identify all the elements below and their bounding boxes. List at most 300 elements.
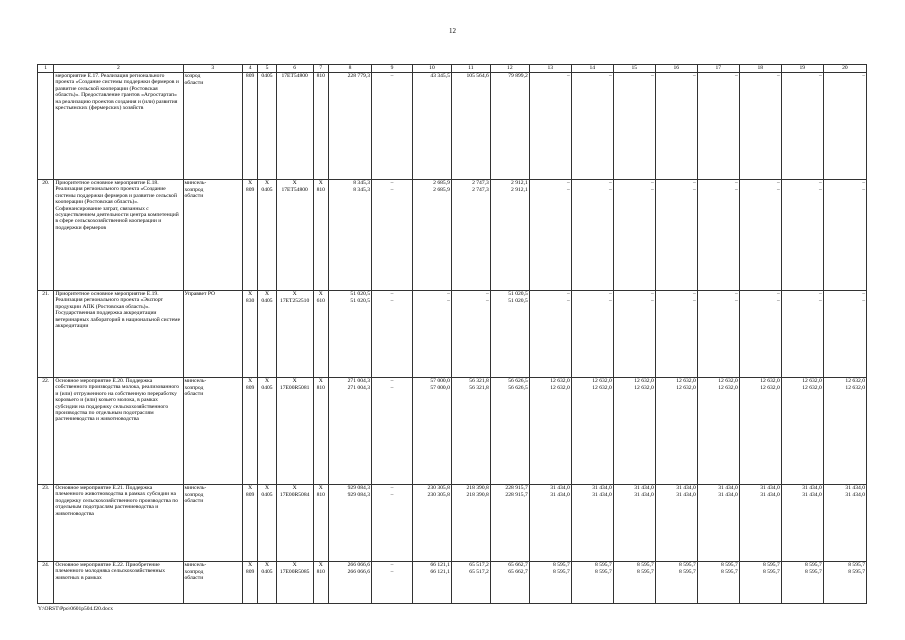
- value-line: 8 345,3: [353, 180, 370, 186]
- column-header: 13: [529, 65, 571, 73]
- value-line: –: [734, 186, 738, 193]
- value-cell: [451, 485, 490, 562]
- value-line: 12 632,0: [676, 378, 696, 384]
- value-line: Х: [264, 180, 270, 186]
- value-line: –: [734, 291, 738, 297]
- table-row: [38, 73, 867, 180]
- executor-cell: [183, 562, 242, 604]
- value-line: 12 632,0: [718, 384, 738, 391]
- value-line: 65 517,2: [469, 568, 489, 575]
- value-cell: [571, 562, 613, 604]
- value-line: 810: [316, 491, 325, 498]
- value-line: Х: [318, 485, 323, 491]
- value-line: –: [390, 485, 394, 491]
- value-line: 31 434,0: [760, 491, 780, 498]
- value-line: 929 084,3: [347, 491, 370, 498]
- table-row: [38, 180, 867, 291]
- value-line: –: [390, 491, 394, 498]
- value-cell: [571, 378, 613, 485]
- value-cell: [613, 485, 655, 562]
- value-line: –: [776, 180, 780, 186]
- value-line: 2 747,3: [472, 180, 489, 186]
- value-cell: [328, 378, 371, 485]
- value-cell: [276, 562, 313, 604]
- executor-line: области: [184, 498, 204, 505]
- value-line: 230 305,8: [427, 491, 450, 498]
- value-line: –: [776, 291, 780, 297]
- value-line: 12 632,0: [550, 384, 570, 391]
- value-line: 0405: [261, 568, 273, 575]
- executor-cell: [183, 485, 242, 562]
- value-cell: [371, 291, 412, 378]
- value-line: 56 626,5: [508, 378, 528, 384]
- value-line: –: [390, 186, 394, 193]
- column-header: 8: [328, 65, 371, 73]
- value-line: –: [862, 291, 865, 297]
- value-cell: [529, 73, 571, 180]
- value-line: –: [608, 180, 612, 186]
- value-line: 31 434,0: [845, 485, 865, 491]
- value-line: Х: [292, 485, 297, 491]
- value-line: 51 020,5: [508, 291, 528, 297]
- table-row: [38, 485, 867, 562]
- value-cell: [412, 73, 451, 180]
- value-line: 0405: [261, 384, 273, 391]
- executor-line: области: [184, 391, 204, 398]
- value-line: 266 066,6: [347, 568, 370, 575]
- value-line: –: [608, 186, 612, 193]
- value-line: 8 595,7: [595, 562, 612, 568]
- value-cell: [328, 73, 371, 180]
- value-line: 8 595,7: [848, 568, 865, 575]
- column-header: 14: [571, 65, 613, 73]
- value-cell: [258, 485, 276, 562]
- table-row: [38, 291, 867, 378]
- value-line: 12 632,0: [634, 384, 654, 391]
- row-number: 22.: [38, 378, 54, 485]
- value-cell: [412, 291, 451, 378]
- value-line: –: [486, 297, 489, 304]
- value-cell: [739, 378, 781, 485]
- value-cell: [655, 180, 697, 291]
- executor-line: области: [184, 575, 204, 582]
- value-line: 17Е00R5081: [279, 384, 310, 391]
- value-line: 12 632,0: [760, 384, 780, 391]
- value-cell: [412, 378, 451, 485]
- value-cell: [371, 180, 412, 291]
- executor-line: минсель-: [184, 180, 207, 186]
- value-cell: [823, 485, 866, 562]
- activity-name: Основное мероприятие Е.20. Поддержка собственного производства молока, реализованного и (или) отгруженного на собственную переработку коровьего и (или) козьего молока, в рамках субсидии на поддержку сельскохозяйственного производства по отдельным подотраслям растениеводства и животноводства: [54, 378, 183, 485]
- value-line: –: [862, 186, 865, 193]
- value-line: –: [692, 291, 696, 297]
- value-line: 105 564,6: [466, 73, 489, 79]
- value-line: 8 595,7: [848, 562, 865, 568]
- value-line: –: [390, 297, 394, 304]
- value-line: 218 390,8: [466, 491, 489, 498]
- value-line: 12 632,0: [802, 378, 822, 384]
- value-line: 51 020,5: [508, 297, 528, 304]
- column-header: 5: [258, 65, 276, 73]
- value-cell: [655, 562, 697, 604]
- value-line: 56 626,5: [508, 384, 528, 391]
- value-line: 810: [316, 568, 325, 575]
- value-cell: [276, 180, 313, 291]
- column-header: 3: [183, 65, 242, 73]
- value-line: Х: [292, 291, 297, 297]
- column-header: 4: [242, 65, 257, 73]
- value-cell: [313, 485, 328, 562]
- value-cell: [276, 291, 313, 378]
- value-line: Х: [264, 291, 270, 297]
- value-line: 809: [245, 568, 255, 575]
- value-cell: [490, 562, 529, 604]
- value-line: 31 434,0: [802, 491, 822, 498]
- value-line: –: [390, 291, 394, 297]
- value-line: 31 434,0: [760, 485, 780, 491]
- value-line: Х: [292, 180, 297, 186]
- value-line: 8 595,7: [679, 568, 696, 575]
- value-line: 56 321,8: [469, 384, 489, 391]
- value-line: –: [608, 291, 612, 297]
- executor-line: области: [184, 79, 204, 86]
- value-cell: [242, 291, 257, 378]
- value-line: 12 632,0: [718, 378, 738, 384]
- value-line: 8 595,7: [637, 568, 654, 575]
- row-number: 20.: [38, 180, 54, 291]
- value-line: –: [776, 73, 780, 79]
- value-line: 31 434,0: [634, 485, 654, 491]
- value-line: 66 121,1: [430, 562, 450, 568]
- value-cell: [655, 73, 697, 180]
- column-header: 10: [412, 65, 451, 73]
- value-cell: [529, 485, 571, 562]
- value-line: 12 632,0: [676, 384, 696, 391]
- value-cell: [242, 73, 257, 180]
- value-cell: [781, 73, 823, 180]
- value-line: –: [390, 384, 394, 391]
- value-line: –: [862, 180, 865, 186]
- value-cell: [529, 180, 571, 291]
- value-cell: [571, 485, 613, 562]
- executor-line: хозпрод: [184, 186, 204, 193]
- value-line: 0405: [261, 297, 273, 304]
- value-line: –: [608, 73, 612, 79]
- value-line: 65 517,2: [469, 562, 489, 568]
- value-cell: [242, 562, 257, 604]
- value-line: –: [776, 297, 780, 304]
- value-cell: [328, 562, 371, 604]
- value-cell: [739, 485, 781, 562]
- value-line: –: [486, 291, 489, 297]
- value-cell: [781, 180, 823, 291]
- value-cell: [781, 291, 823, 378]
- row-number: 24.: [38, 562, 54, 604]
- value-line: Х: [318, 180, 323, 186]
- value-line: Х: [264, 378, 270, 384]
- value-cell: [451, 180, 490, 291]
- budget-table: [37, 64, 867, 604]
- value-cell: [328, 180, 371, 291]
- value-cell: [697, 73, 739, 180]
- value-cell: [371, 73, 412, 180]
- value-line: 0405: [261, 491, 273, 498]
- value-line: –: [692, 73, 696, 79]
- value-line: 0405: [261, 186, 273, 193]
- value-cell: [697, 180, 739, 291]
- executor-cell: [183, 180, 242, 291]
- value-cell: [613, 291, 655, 378]
- value-cell: [258, 291, 276, 378]
- value-cell: [313, 378, 328, 485]
- value-line: 17ЕТ252510: [280, 297, 310, 304]
- value-cell: [739, 291, 781, 378]
- value-line: 66 121,1: [430, 568, 450, 575]
- value-line: 266 066,6: [347, 562, 370, 568]
- header-row: [38, 65, 867, 73]
- value-line: –: [818, 297, 822, 304]
- value-line: 12 632,0: [592, 384, 612, 391]
- value-line: 31 434,0: [718, 491, 738, 498]
- column-header: 9: [371, 65, 412, 73]
- value-line: 57 000,0: [430, 378, 450, 384]
- value-line: –: [650, 180, 654, 186]
- value-cell: [242, 485, 257, 562]
- value-line: –: [734, 297, 738, 304]
- activity-name: Основное мероприятие Е.22. Приобретение племенного молодняка сельскохозяйственных животных в рамках: [54, 562, 183, 604]
- value-cell: [451, 73, 490, 180]
- value-line: 230 305,8: [427, 485, 450, 491]
- value-line: –: [692, 180, 696, 186]
- activity-name: Приоритетное основное мероприятие Е.19. Реализация регионального проекта «Экспорт продукции АПК (Ростовская область)». Государственная поддержка аккредитации ветеринарных лабораторий в национальной системе аккредитации: [54, 291, 183, 378]
- value-line: 810: [316, 186, 325, 193]
- column-header: 17: [697, 65, 739, 73]
- value-cell: [613, 378, 655, 485]
- column-header: 11: [451, 65, 490, 73]
- value-line: 271 004,3: [347, 378, 370, 384]
- value-line: Х: [248, 378, 253, 384]
- value-line: –: [566, 297, 570, 304]
- executor-line: минсель-: [184, 378, 207, 384]
- value-line: 0405: [261, 73, 273, 79]
- value-line: 8 595,7: [721, 568, 738, 575]
- value-line: 810: [316, 73, 325, 79]
- executor-line: хозпрод: [184, 568, 204, 575]
- value-cell: [739, 180, 781, 291]
- value-line: 2 685,9: [433, 186, 450, 193]
- value-line: 31 434,0: [550, 491, 570, 498]
- page-number: 12: [449, 27, 456, 35]
- value-line: 2 912,1: [511, 180, 528, 186]
- value-cell: [655, 485, 697, 562]
- executor-cell: [183, 291, 242, 378]
- value-cell: [571, 180, 613, 291]
- column-header: 15: [613, 65, 655, 73]
- column-header: 12: [490, 65, 529, 73]
- value-line: 810: [316, 384, 325, 391]
- value-cell: [258, 180, 276, 291]
- value-line: 31 434,0: [802, 485, 822, 491]
- value-line: –: [818, 186, 822, 193]
- value-line: –: [818, 291, 822, 297]
- value-cell: [371, 562, 412, 604]
- executor-line: хозпрод: [184, 491, 204, 498]
- value-cell: [371, 378, 412, 485]
- value-line: 8 595,7: [805, 562, 822, 568]
- value-cell: [451, 378, 490, 485]
- value-line: 8 595,7: [595, 568, 612, 575]
- value-cell: [697, 485, 739, 562]
- column-header: 19: [781, 65, 823, 73]
- value-line: Х: [264, 485, 270, 491]
- value-cell: [739, 73, 781, 180]
- activity-name: Основное мероприятие Е.21. Поддержка племенного животноводства в рамках субсидии на поддержку сельскохозяйственного производства по отдельным подотраслям растениеводства и животноводства: [54, 485, 183, 562]
- value-cell: [258, 73, 276, 180]
- value-line: 8 595,7: [679, 562, 696, 568]
- value-line: –: [566, 186, 570, 193]
- value-line: –: [818, 180, 822, 186]
- value-cell: [571, 73, 613, 180]
- value-cell: [739, 562, 781, 604]
- value-line: 17Е00R5085: [279, 568, 310, 575]
- value-line: 12 632,0: [802, 384, 822, 391]
- executor-line: минсель-: [184, 562, 207, 568]
- value-line: 12 632,0: [592, 378, 612, 384]
- value-line: Х: [264, 562, 270, 568]
- value-line: –: [734, 73, 738, 79]
- value-cell: [613, 180, 655, 291]
- value-line: –: [608, 297, 612, 304]
- value-cell: [697, 291, 739, 378]
- value-line: 8 595,7: [553, 562, 570, 568]
- activity-name: мероприятие Е.17. Реализация регионального проекта «Создание системы поддержки фермеров и развитие сельской кооперации (Ростовская область)». Предоставление грантов «Агростартап» на реализацию проектов создания и (или) развития крестьянских (фермерских) хозяйств: [54, 73, 183, 180]
- value-line: –: [566, 291, 570, 297]
- value-line: 31 434,0: [592, 491, 612, 498]
- value-line: –: [650, 291, 654, 297]
- value-line: 56 321,8: [469, 378, 489, 384]
- value-line: 12 632,0: [845, 378, 865, 384]
- value-line: 830: [245, 297, 255, 304]
- value-cell: [328, 485, 371, 562]
- executor-line: области: [184, 193, 204, 200]
- column-header: 6: [276, 65, 313, 73]
- value-line: 8 595,7: [553, 568, 570, 575]
- value-cell: [781, 562, 823, 604]
- value-line: 12 632,0: [760, 378, 780, 384]
- value-line: 8 345,3: [353, 186, 370, 193]
- value-line: 8 595,7: [763, 568, 780, 575]
- column-header: 20: [823, 65, 866, 73]
- executor-line: хозрод: [184, 73, 201, 79]
- value-cell: [412, 180, 451, 291]
- value-line: Х: [292, 378, 297, 384]
- value-line: Х: [318, 378, 323, 384]
- value-cell: [490, 378, 529, 485]
- value-line: 8 595,7: [805, 568, 822, 575]
- value-cell: [313, 291, 328, 378]
- value-line: –: [390, 568, 394, 575]
- value-cell: [328, 291, 371, 378]
- value-line: –: [862, 297, 865, 304]
- value-line: Х: [292, 562, 297, 568]
- value-line: 228 779,3: [347, 73, 370, 79]
- executor-cell: [183, 378, 242, 485]
- executor-cell: [183, 73, 242, 180]
- value-cell: [412, 485, 451, 562]
- value-line: 228 915,7: [505, 491, 528, 498]
- value-line: –: [650, 73, 654, 79]
- value-line: –: [692, 297, 696, 304]
- value-line: 809: [245, 491, 255, 498]
- value-line: 218 390,8: [466, 485, 489, 491]
- value-line: –: [390, 73, 394, 79]
- value-line: 8 595,7: [637, 562, 654, 568]
- value-cell: [276, 485, 313, 562]
- row-number: 23.: [38, 485, 54, 562]
- value-line: 51 020,5: [350, 291, 370, 297]
- value-line: 8 595,7: [721, 562, 738, 568]
- activity-name: Приоритетное основное мероприятие Е.18. Реализация регионального проекта «Создание системы поддержки фермеров и развитие сельской кооперации (Ростовская область)». Софинансирование затрат, связанных с осуществлением деятельности центра компетенций в сфере сельскохозяйственной кооперации и поддержки фермеров: [54, 180, 183, 291]
- value-line: Х: [248, 180, 253, 186]
- value-line: –: [692, 186, 696, 193]
- value-cell: [613, 562, 655, 604]
- value-cell: [451, 291, 490, 378]
- value-line: 31 434,0: [676, 485, 696, 491]
- value-line: 31 434,0: [550, 485, 570, 491]
- row-number: [38, 73, 54, 180]
- value-cell: [529, 562, 571, 604]
- executor-line: хозпрод: [184, 384, 204, 391]
- value-cell: [823, 180, 866, 291]
- column-header: 2: [54, 65, 183, 73]
- value-line: 809: [245, 384, 255, 391]
- value-cell: [276, 378, 313, 485]
- value-line: 65 662,7: [508, 562, 528, 568]
- value-line: –: [390, 180, 394, 186]
- value-line: 17ЕТ54800: [281, 186, 308, 193]
- column-header: 16: [655, 65, 697, 73]
- value-line: 57 000,0: [430, 384, 450, 391]
- value-line: –: [650, 186, 654, 193]
- value-line: 17ЕТ54800: [281, 73, 308, 79]
- value-cell: [490, 73, 529, 180]
- value-line: 610: [316, 297, 325, 304]
- value-cell: [242, 180, 257, 291]
- executor-line: минсель-: [184, 485, 207, 491]
- value-cell: [823, 562, 866, 604]
- value-line: 43 345,5: [430, 73, 450, 79]
- value-line: –: [862, 73, 865, 79]
- value-line: 31 434,0: [592, 485, 612, 491]
- value-cell: [571, 291, 613, 378]
- value-line: 12 632,0: [845, 384, 865, 391]
- value-line: –: [776, 186, 780, 193]
- value-line: –: [818, 73, 822, 79]
- value-cell: [276, 73, 313, 180]
- value-line: Х: [248, 562, 253, 568]
- column-header: 18: [739, 65, 781, 73]
- value-line: 2 912,1: [511, 186, 528, 193]
- value-cell: [823, 378, 866, 485]
- value-line: 12 632,0: [634, 378, 654, 384]
- executor-line: Управвет РО: [184, 291, 216, 297]
- value-line: 228 915,7: [505, 485, 528, 491]
- value-cell: [313, 180, 328, 291]
- value-line: –: [734, 180, 738, 186]
- value-cell: [258, 378, 276, 485]
- value-line: Х: [248, 291, 253, 297]
- value-cell: [823, 73, 866, 180]
